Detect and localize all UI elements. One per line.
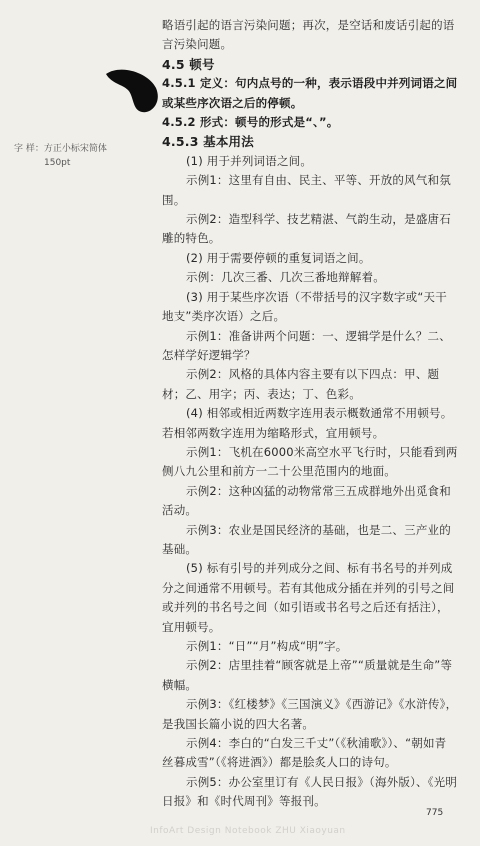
- section-heading: 4.5.3 基本用法: [162, 134, 254, 150]
- margin-note-label: 字 样：方正小标宋简体: [14, 144, 107, 154]
- paragraph: 示例1：飞机在6000米高空水平飞行时，只能看到两侧八九公里和前方一二十公里范围内的地面。: [162, 444, 458, 479]
- paragraph: 示例2：风格的具体内容主要有以下四点：甲、题材；乙、用字；丙、表达；丁、色彩。: [162, 367, 440, 401]
- paragraph: 示例3：农业是国民经济的基础，也是二、三产业的基础。: [162, 522, 451, 556]
- paragraph: 示例1：“日”“月”构成“明”字。: [186, 639, 348, 653]
- section-heading: 4.5.1 定义：句内点号的一种，表示语段中并列词语之间或某些序次语之后的停顿。: [162, 76, 458, 110]
- paragraph: 示例2：造型科学、技艺精湛、气韵生动，是盛唐石雕的特色。: [162, 212, 451, 246]
- paragraph: 示例2：这种凶猛的动物常常三五成群地外出觅食和活动。: [162, 483, 451, 518]
- section-heading: 4.5.2 形式：顿号的形式是“、”。: [162, 115, 339, 130]
- paragraph: 示例2：店里挂着“顾客就是上帝”“质量就是生命”等横幅。: [162, 658, 453, 692]
- paragraph: (3) 用于某些序次语（不带括号的汉字数字或“天干地支”类序次语）之后。: [162, 289, 447, 324]
- paragraph: 示例1：准备讲两个问题：一、逻辑学是什么？二、怎样学好逻辑学？: [162, 328, 451, 362]
- paragraph: 示例3：《红楼梦》《三国演义》《西游记》《水浒传》，是我国长篇小说的四大名著。: [162, 697, 458, 731]
- paragraph: 示例4：李白的“白发三千丈”（《秋浦歌》）、“朝如青丝暮成雪”（《将进酒》）都是脍炙人口的诗句。: [162, 736, 447, 770]
- paragraph: 略语引起的语言污染问题；再次，是空话和废话引起的语言污染问题。: [162, 18, 455, 52]
- footer-watermark: InfoArt Design Notebook ZHU Xiaoyuan: [150, 826, 346, 836]
- paragraph: (5) 标有引号的并列成分之间、标有书名号的并列成分之间通常不用顿号。若有其他成分插在并列的引号之间或并列的书名号之间（如引语或书名号之后还有括注），宜用顿号。: [162, 561, 455, 634]
- paragraph: (2) 用于需要停顿的重复词语之间。: [186, 250, 371, 265]
- margin-note-size: 150pt: [44, 158, 71, 168]
- paragraph: (1) 用于并列词语之间。: [186, 153, 313, 168]
- paragraph: (4) 相邻或相近两数字连用表示概数通常不用顿号。若相邻两数字连用为缩略形式，宜用顿号。: [162, 406, 453, 440]
- main-text: [162, 16, 458, 812]
- section-heading: 4.5 顿号: [162, 56, 215, 72]
- margin-note: [14, 142, 107, 170]
- ink-drop-icon: [104, 66, 160, 114]
- paragraph: 示例5：办公室里订有《人民日报》（海外版）、《光明日报》和《时代周刊》等报刊。: [162, 774, 458, 809]
- paragraph: 示例：几次三番、几次三番地辩解着。: [186, 270, 385, 285]
- page-number: 775: [426, 808, 444, 818]
- paragraph: 示例1：这里有自由、民主、平等、开放的风气和氛围。: [162, 173, 451, 207]
